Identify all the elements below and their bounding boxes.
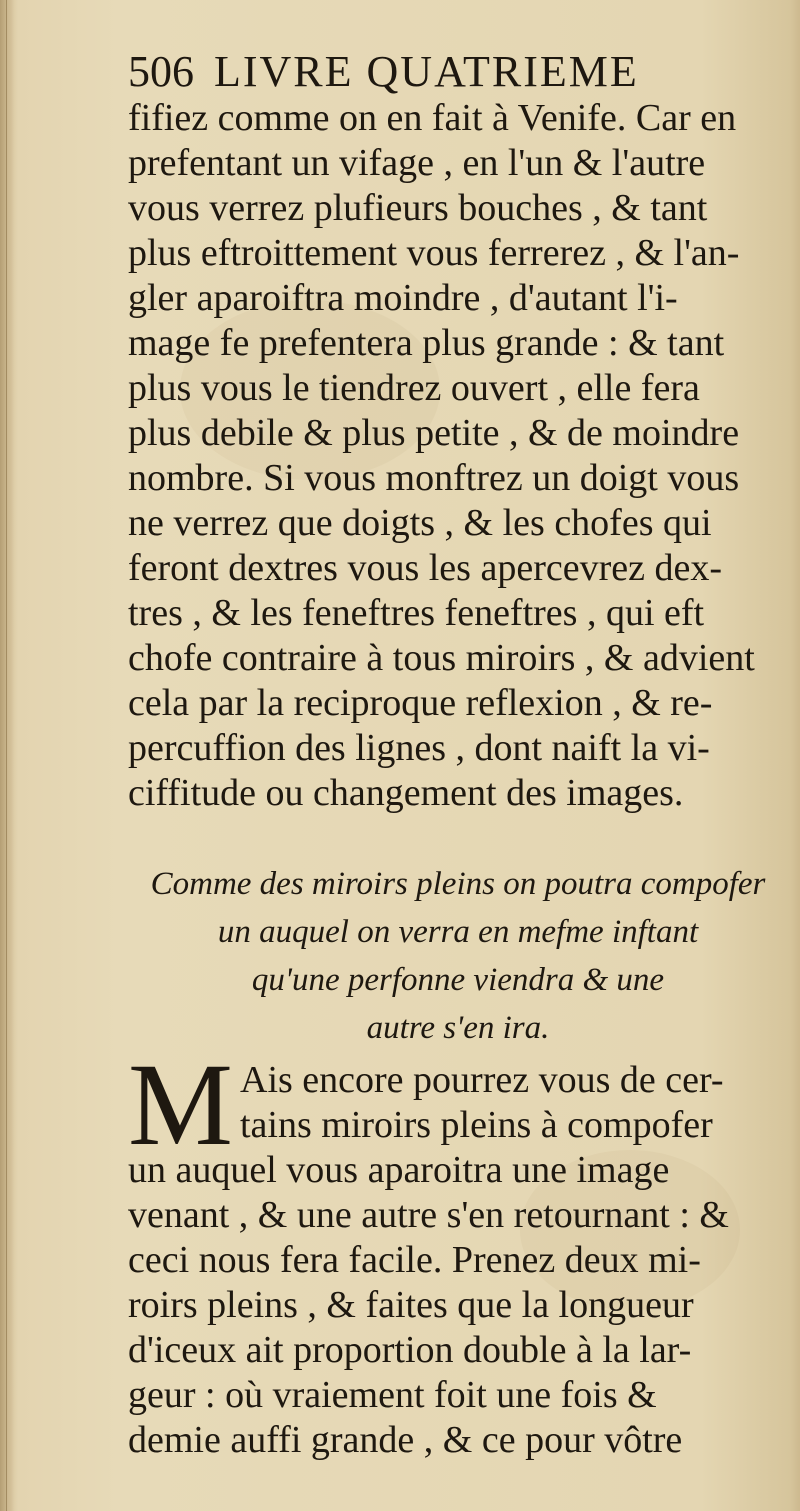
text-line: venant , & une autre s'en retournant : & [128,1194,729,1236]
text-line: ceci nous fera facile. Prenez deux mi- [128,1239,701,1281]
text-line: cela par la reciproque reflexion , & re- [128,682,713,724]
text-line: chofe contraire à tous miroirs , & advient [128,637,755,679]
heading-line: un auquel on verra en mefme inftant [217,914,699,950]
page-number: 506 [128,47,194,96]
text-line: d'iceux ait proportion double à la lar- [128,1329,692,1371]
paragraph-1 [128,96,788,816]
text-line: demie auffi grande , & ce pour vôtre [128,1419,683,1461]
page-gutter-edge [0,0,14,1511]
heading-line: autre s'en ira. [366,1010,550,1046]
text-line: prefentant un vifage , en l'un & l'autre [128,142,706,184]
text-line: vous verrez plufieurs bouches , & tant [128,187,708,229]
text-line: tains miroirs pleins à compofer [240,1104,713,1146]
text-line: feront dextres vous les apercevrez dex- [128,547,722,589]
running-head [128,44,748,100]
text-line: un auquel vous aparoitra une image [128,1149,670,1191]
text-line: roirs pleins , & faites que la longueur [128,1284,694,1326]
text-line: ciffitude ou changement des images. [128,772,684,814]
text-line: tres , & les feneftres feneftres , qui eft [128,592,705,634]
drop-cap: M [128,1039,233,1170]
text-line: plus vous le tiendrez ouvert , elle fera [128,367,700,409]
text-line: nombre. Si vous monftrez un doigt vous [128,457,740,499]
section-heading [128,860,788,1052]
heading-line: Comme des miroirs pleins on poutra compofer [150,866,766,902]
paragraph-2 [128,1039,798,1463]
heading-line: qu'une perfonne viendra & une [251,962,665,998]
text-line: gler aparoiftra moindre , d'autant l'i- [128,277,678,319]
text-line: geur : où vraiement foit une fois & [128,1374,657,1416]
text-line: ne verrez que doigts , & les chofes qui [128,502,712,544]
text-line: fifiez comme on en fait à Venife. Car en [128,97,737,139]
text-line: percuffion des lignes , dont naift la vi- [128,727,710,769]
text-line: Ais encore pourrez vous de cer- [240,1059,724,1101]
text-line: plus debile & plus petite , & de moindre [128,412,740,454]
text-line: mage fe prefentera plus grande : & tant [128,322,725,364]
running-title: LIVRE QUATRIEME [214,47,639,96]
text-line: plus eftroittement vous ferrerez , & l'an- [128,232,740,274]
